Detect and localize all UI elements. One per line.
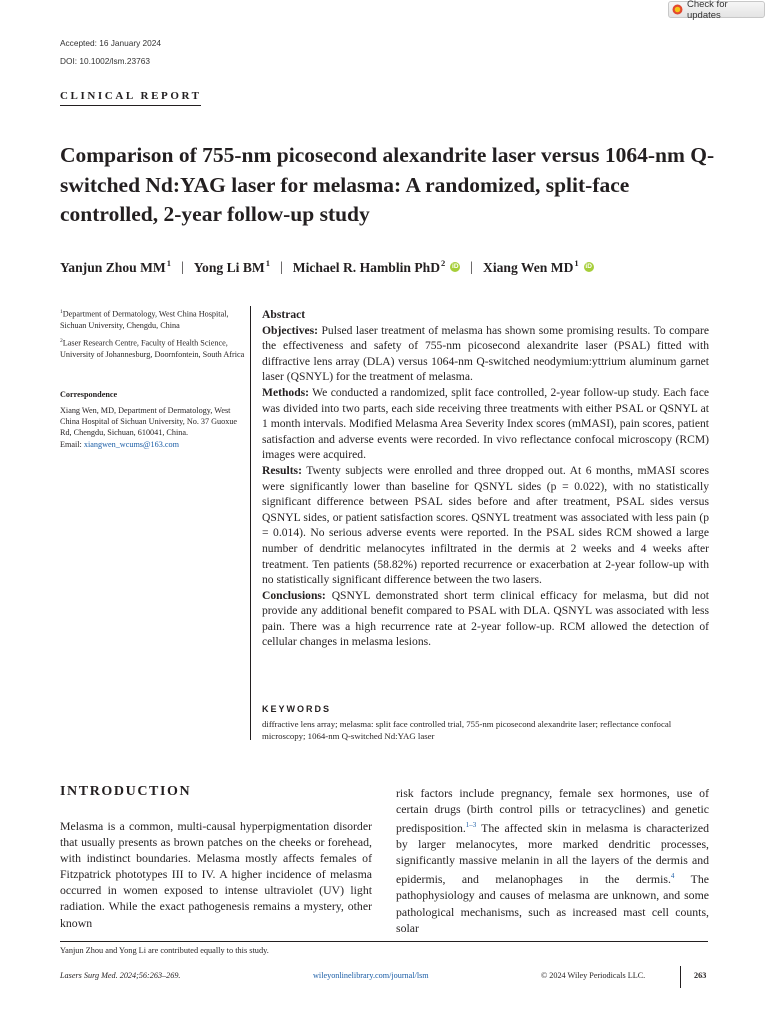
correspondence-text: Xiang Wen, MD, Department of Dermatology, West China Hospital of Sichuan University, No. 37 Guoxue Rd, Chengdu, Sichuan, 610041, China. Email: xiangwen_wcums@163.com [60,406,238,449]
abstract [262,307,709,650]
author[interactable]: Xiang Wen $MD^1$ [483,258,579,275]
section-rule [60,105,201,106]
intro-right-column: risk factors include pregnancy, female sex hormones, use of certain drugs (birth control pills or tetracyclines) and genetic predisposition.$^{1-3}$ The affected skin in melasma is characterized by larger melanocytes, more marked dendritic processes, significantly massive melanin in all the layers of the dermis and epidermis, and melanophages in the dermis.$^4$ The pathophysiology and causes of melasma are unknown, and some pathological mechanisms, such as increased mast cell counts, solar [396,786,710,935]
check-for-updates-label: Check for updates [686,0,728,21]
section-label: CLINICAL REPORT [60,90,202,102]
keywords-text: diffractive lens array; melasma: split face controlled trial, 755-nm picosecond alexandrite laser; reflectance confocal microscopy; 1064-nm Q-switched Nd:YAG laser [262,719,672,741]
abstract-results: Results: Twenty subjects were enrolled and three dropped out. At 6 months, mMASI scores were significantly lower than baseline for QSNYL sides (p = 0.022), with no statistically significant difference between PSAL sides before and after treatment, PSAL sides versus QSNYL sides, or patient satisfaction scores. QSNYL treatment was associated with less pain (p = 0.014). No serious adverse events were reported. In the PSAL sides RCM showed a large number of dendritic melanocytes infiltrated in the dermis at 2 weeks and 4 weeks after treatment. Ten patients (58.82%) reported recurrence or exacerbation at 2-year follow-up with no statistically significant difference between the two lasers. [262,463,709,587]
introduction-heading: INTRODUCTION [60,784,192,799]
abstract-objectives: Objectives: Pulsed laser treatment of melasma has shown some promising results. To compare the effectiveness and safety of 755-nm picosecond alexandrite laser (PSAL) fitted with diffractive lens array (DLA) versus 1064-nm Q-switched neodymium:yttrium aluminum garnet laser (QSNYL) for the treatment of melasma. [262,323,709,384]
keywords-heading: KEYWORDS [262,704,332,714]
author-separator: | [181,259,184,274]
citation-link[interactable]: 1–3 [465,821,477,830]
doi: DOI: 10.1002/lsm.23763 [60,56,150,66]
citation-link[interactable]: 4 [670,872,675,881]
author[interactable]: Yanjun Zhou $MM^1$ [60,258,172,275]
author-separator: | [280,259,283,274]
footnote: Yanjun Zhou and Yong Li are contributed equally to this study. [60,946,269,955]
abstract-heading: Abstract [262,308,306,321]
author-list [60,258,594,276]
affiliation: $^2$Laser Research Centre, Faculty of Health Science, University of Johannesburg, Doornfontein, South Africa [60,338,245,359]
email-link[interactable]: xiangwen_wcums@163.com [83,439,179,449]
accepted-date: Accepted: 16 January 2024 [60,38,162,48]
abstract-methods: Methods: We conducted a randomized, split face controlled, 2-year follow-up study. Each face was divided into two parts, each side receiving three treatments with either PSAL or QSNYL at 1 month intervals. Modified Melasma Area Severity Index scores (mMASI), pain scores, patient satisfaction and adverse events were recorded. In vivo reflectance confocal microscopy (RCM) images were acquired. [262,385,709,462]
author-separator: | [470,259,474,274]
footnote-rule [60,941,708,942]
abstract-divider [250,306,251,740]
orcid-icon[interactable]: iD [585,263,592,270]
orcid-icon[interactable]: iD [452,263,459,270]
intro-left-column: Melasma is a common, multi-causal hyperpigmentation disorder that usually presents as brown patches on the cheeks or forehead, with indistinct boundaries. Melasma mostly affects females of Fitzpatrick phototypes III to IV. A higher incidence of melasma occurred in women exposed to intense ultraviolet (UV) light radiation. While the exact pathogenesis remains a mystery, other known [60,819,372,930]
page-number: 263 [694,971,707,980]
abstract-conclusions: Conclusions: QSNYL demonstrated short term clinical efficacy for melasma, but did not provide any additional benefit compared to PSAL with DLA. QSNYL was associated with less pain. There was a high recurrence rate at 2-year follow-up. RCM allowed the detection of cellular changes in melasma lesions. [262,588,709,649]
article-title: Comparison of 755-nm picosecond alexandrite laser versus 1064-nm Q-switched Nd:YAG laser for melasma: A randomized, split-face controlled, 2-year follow-up study [60,143,715,226]
footer-divider [680,966,681,988]
footer-copyright: © 2024 Wiley Periodicals LLC. [541,971,646,980]
update-badge-icon [672,4,683,15]
footer-journal-link[interactable]: wileyonlinelibrary.com/journal/lsm [313,971,429,980]
check-for-updates-button[interactable] [668,0,765,21]
footer-journal: Lasers Surg Med. 2024;56:263–269. [60,971,181,980]
author[interactable]: Michael R. Hamblin PhD$^2$ [292,258,446,275]
affiliation: $^1$Department of Dermatology, West China Hospital, Sichuan University, Chengdu, China [60,309,229,330]
author[interactable]: Yong Li $BM^1$ [193,258,271,275]
correspondence-heading: Correspondence [60,390,118,399]
